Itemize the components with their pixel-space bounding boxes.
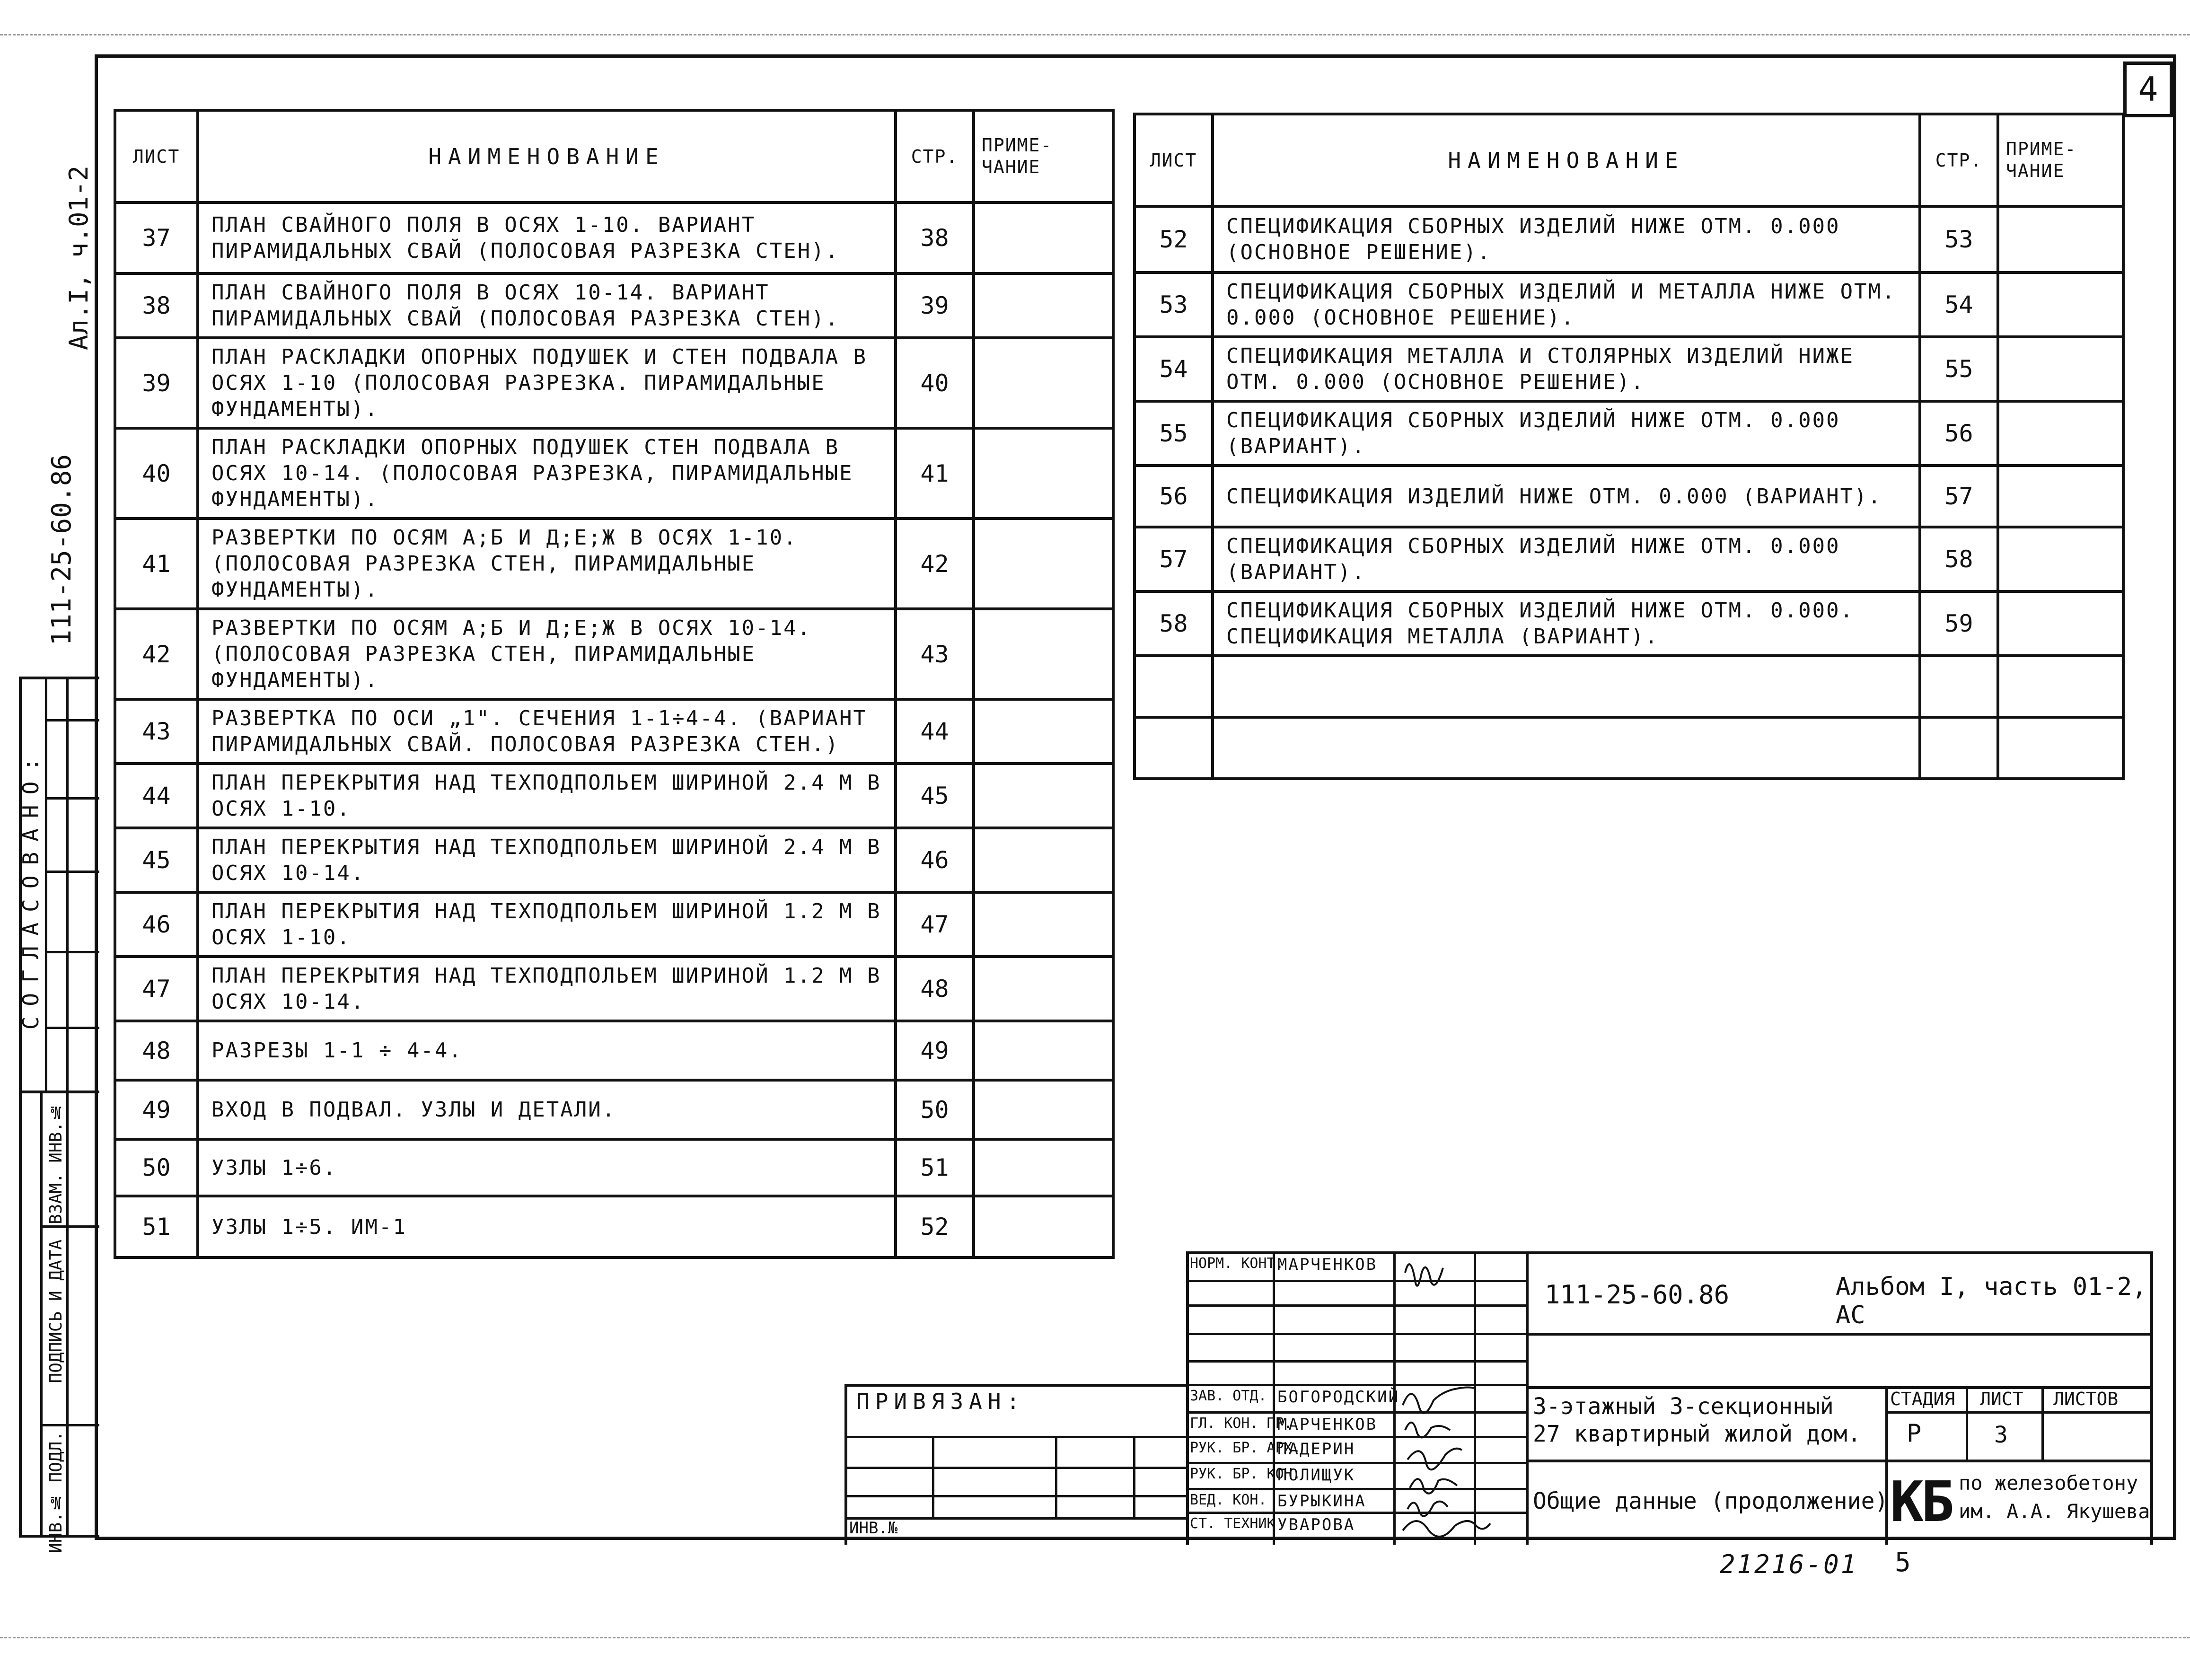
org-line2: им. А.А. Якушева [1959, 1500, 2150, 1523]
sheet-label: ЛИСТ [1980, 1389, 2023, 1409]
table-row [115, 828, 1113, 892]
table-row [1135, 273, 2123, 337]
org-line1: по железобетону [1959, 1471, 2138, 1495]
page-number-cell: 55 [1920, 337, 1998, 401]
scan-edge-bottom [0, 1637, 2190, 1638]
table-row [115, 764, 1113, 828]
sheet-number-cell: 53 [1135, 273, 1213, 337]
note-cell [1998, 206, 2123, 273]
page-number-cell: 54 [1920, 273, 1998, 337]
sheet-name-cell: ПЛАН ПЕРЕКРЫТИЯ НАД ТЕХПОДПОЛЬЕМ ШИРИНОЙ 1.2 М В ОСЯХ 1-10. [198, 892, 896, 957]
sheet-number-cell: 52 [1135, 206, 1213, 273]
sheet-corner-number: 4 [2123, 62, 2173, 117]
sheet-name-cell: СПЕЦИФИКАЦИЯ СБОРНЫХ ИЗДЕЛИЙ И МЕТАЛЛА НИЖЕ ОТМ. 0.000 (ОСНОВНОЕ РЕШЕНИЕ). [1213, 273, 1920, 337]
table-row [115, 273, 1113, 338]
note-cell [1998, 591, 2123, 656]
sheet-number-cell: 44 [115, 764, 198, 828]
inv-podl-label: ИНВ.№ ПОДЛ. [46, 1431, 66, 1553]
scan-edge-top [0, 34, 2190, 35]
sheet-name-cell: СПЕЦИФИКАЦИЯ СБОРНЫХ ИЗДЕЛИЙ НИЖЕ ОТМ. 0.000 (ВАРИАНТ). [1213, 527, 1920, 591]
col-header-page: СТР. [1920, 114, 1998, 206]
page-number-cell [1920, 717, 1998, 779]
sheet-name-cell [1213, 717, 1920, 779]
col-header-name: НАИМЕНОВАНИЕ [198, 110, 896, 202]
note-cell [974, 764, 1113, 828]
sheet-name-cell: РАЗВЕРТКА ПО ОСИ „1". СЕЧЕНИЯ 1-1÷4-4. (ВАРИАНТ ПИРАМИДАЛЬНЫХ СВАЙ. ПОЛОСОВАЯ РАЗРЕЗКА СТЕН.) [198, 699, 896, 764]
note-cell [974, 609, 1113, 699]
table-row [115, 338, 1113, 428]
sheet-name-cell: СПЕЦИФИКАЦИЯ СБОРНЫХ ИЗДЕЛИЙ НИЖЕ ОТМ. 0.000 (ВАРИАНТ). [1213, 401, 1920, 466]
margin-album: Ал.I, ч.01-2 [64, 166, 94, 351]
note-cell [974, 957, 1113, 1021]
album-ref: Альбом I, часть 01-2, АС [1836, 1273, 2147, 1329]
table-row [115, 202, 1113, 273]
table-row [1135, 591, 2123, 656]
vzam-inv-label: ВЗАМ. ИНВ.№ [46, 1102, 66, 1224]
page-number-cell: 39 [896, 273, 974, 338]
archive-page: 5 [1895, 1547, 1911, 1578]
col-header-note: ПРИМЕ- ЧАНИЕ [1998, 114, 2123, 206]
table-row [1135, 717, 2123, 779]
page-number-cell: 57 [1920, 466, 1998, 527]
sheet-number-cell: 51 [115, 1196, 198, 1258]
sheet-number-cell: 40 [115, 428, 198, 519]
table-row [115, 892, 1113, 957]
table-row [1135, 466, 2123, 527]
page-number-cell: 52 [896, 1196, 974, 1258]
note-cell [1998, 717, 2123, 779]
left-table-body [115, 202, 1113, 1258]
page-number-cell: 59 [1920, 591, 1998, 656]
role-label: РУК. БР. АРХ. [1190, 1440, 1301, 1456]
page-number-cell: 50 [896, 1080, 974, 1139]
stage-label: СТАДИЯ [1890, 1389, 1955, 1409]
project-title-line1: 3-этажный 3-секционный [1533, 1393, 1834, 1420]
sheet-name-cell: РАЗРЕЗЫ 1-1 ÷ 4-4. [198, 1021, 896, 1080]
sheet-number-cell: 58 [1135, 591, 1213, 656]
sheet-name-cell: ПЛАН СВАЙНОГО ПОЛЯ В ОСЯХ 10-14. ВАРИАНТ ПИРАМИДАЛЬНЫХ СВАЙ (ПОЛОСОВАЯ РАЗРЕЗКА СТЕН). [198, 273, 896, 338]
note-cell [974, 1139, 1113, 1196]
note-cell [974, 202, 1113, 273]
table-row [115, 1080, 1113, 1139]
sheet-name-cell: ПЛАН РАСКЛАДКИ ОПОРНЫХ ПОДУШЕК СТЕН ПОДВАЛА В ОСЯХ 10-14. (ПОЛОСОВАЯ РАЗРЕЗКА, ПИРАМИДАЛЬНЫЕ ФУНДАМЕНТЫ). [198, 428, 896, 519]
sheet-number-cell: 37 [115, 202, 198, 273]
sheet-name-cell: ПЛАН ПЕРЕКРЫТИЯ НАД ТЕХПОДПОЛЬЕМ ШИРИНОЙ 2.4 М В ОСЯХ 1-10. [198, 764, 896, 828]
page-number-cell: 56 [1920, 401, 1998, 466]
sheet-name-cell: СПЕЦИФИКАЦИЯ ИЗДЕЛИЙ НИЖЕ ОТМ. 0.000 (ВАРИАНТ). [1213, 466, 1920, 527]
agreed-label: СОГЛАСОВАНО: [18, 748, 44, 1030]
sheet-name-cell: ПЛАН ПЕРЕКРЫТИЯ НАД ТЕХПОДПОЛЬЕМ ШИРИНОЙ 2.4 М В ОСЯХ 10-14. [198, 828, 896, 892]
page-number-cell: 51 [896, 1139, 974, 1196]
role-label: НОРМ. КОНТ. [1190, 1255, 1284, 1272]
page-number-cell: 48 [896, 957, 974, 1021]
note-cell [1998, 401, 2123, 466]
note-cell [974, 1080, 1113, 1139]
sheet-name-cell: УЗЛЫ 1÷6. [198, 1139, 896, 1196]
side-agreement-block [18, 677, 99, 1553]
sheet-number-value: 3 [1994, 1422, 2008, 1448]
table-row [115, 699, 1113, 764]
page-number-cell: 45 [896, 764, 974, 828]
col-header-note: ПРИМЕ- ЧАНИЕ [974, 110, 1113, 202]
signatures [1396, 1251, 1519, 1545]
table-row [115, 1021, 1113, 1080]
sheet-number-cell: 55 [1135, 401, 1213, 466]
role-person: ПОЛИЩУК [1277, 1466, 1355, 1485]
table-row [115, 519, 1113, 609]
role-label: РУК. БР. КОН. [1190, 1466, 1301, 1482]
role-person: МАРЧЕНКОВ [1277, 1255, 1378, 1274]
doc-code: 111-25-60.86 [1545, 1280, 1730, 1310]
sheet-name-cell: СПЕЦИФИКАЦИЯ МЕТАЛЛА И СТОЛЯРНЫХ ИЗДЕЛИЙ НИЖЕ ОТМ. 0.000 (ОСНОВНОЕ РЕШЕНИЕ). [1213, 337, 1920, 401]
sheet-number-cell: 54 [1135, 337, 1213, 401]
title-block [844, 1251, 2150, 1545]
sign-date-label: ПОДПИСЬ И ДАТА [46, 1240, 66, 1383]
table-row [115, 428, 1113, 519]
page-number-cell: 43 [896, 609, 974, 699]
page-number-cell: 41 [896, 428, 974, 519]
role-person: БУРЫКИНА [1277, 1492, 1366, 1511]
table-row [1135, 527, 2123, 591]
table-row [1135, 401, 2123, 466]
sheet-number-cell: 49 [115, 1080, 198, 1139]
sheet-number-cell: 38 [115, 273, 198, 338]
inv-no-label: ИНВ.№ [849, 1519, 898, 1538]
sheet-number-cell [1135, 717, 1213, 779]
col-header-sheet: ЛИСТ [1135, 114, 1213, 206]
sheet-name-cell: СПЕЦИФИКАЦИЯ СБОРНЫХ ИЗДЕЛИЙ НИЖЕ ОТМ. 0.000 (ОСНОВНОЕ РЕШЕНИЕ). [1213, 206, 1920, 273]
note-cell [1998, 527, 2123, 591]
table-row [115, 957, 1113, 1021]
page-number-cell: 58 [1920, 527, 1998, 591]
sheet-number-cell: 46 [115, 892, 198, 957]
note-cell [974, 338, 1113, 428]
project-title-line2: 27 квартирный жилой дом. [1533, 1421, 1861, 1447]
sheet-number-cell: 41 [115, 519, 198, 609]
sheet-number-cell: 39 [115, 338, 198, 428]
org-logo: КБ [1890, 1469, 1952, 1534]
sheets-label: ЛИСТОВ [2053, 1389, 2119, 1409]
sheet-name-cell: ВХОД В ПОДВАЛ. УЗЛЫ И ДЕТАЛИ. [198, 1080, 896, 1139]
role-label: ГЛ. КОН. ПР. [1190, 1415, 1293, 1432]
right-table-body [1135, 206, 2123, 779]
sheet-subtitle: Общие данные (продолжение). [1533, 1488, 1902, 1514]
table-row [115, 1196, 1113, 1258]
sheet-number-cell: 42 [115, 609, 198, 699]
page-number-cell: 53 [1920, 206, 1998, 273]
table-row [1135, 206, 2123, 273]
page-number-cell: 42 [896, 519, 974, 609]
role-label: ВЕД. КОН. [1190, 1492, 1267, 1508]
left-sheet-list-table [114, 109, 1115, 1259]
note-cell [974, 1196, 1113, 1258]
page-number-cell: 38 [896, 202, 974, 273]
col-header-name: НАИМЕНОВАНИЕ [1213, 114, 1920, 206]
sheet-number-cell: 57 [1135, 527, 1213, 591]
note-cell [1998, 337, 2123, 401]
role-label: ЗАВ. ОТД. [1190, 1388, 1267, 1404]
right-sheet-list-table [1133, 113, 2125, 780]
table-row [1135, 656, 2123, 717]
note-cell [1998, 273, 2123, 337]
note-cell [974, 828, 1113, 892]
role-person: МАРЧЕНКОВ [1277, 1415, 1378, 1434]
page-number-cell [1920, 656, 1998, 717]
role-person: УВАРОВА [1277, 1515, 1355, 1534]
page-number-cell: 47 [896, 892, 974, 957]
sheet-name-cell [1213, 656, 1920, 717]
note-cell [1998, 466, 2123, 527]
sheet-name-cell: РАЗВЕРТКИ ПО ОСЯМ А;Б И Д;Е;Ж В ОСЯХ 10-14. (ПОЛОСОВАЯ РАЗРЕЗКА СТЕН, ПИРАМИДАЛЬНЫЕ ФУНДАМЕНТЫ). [198, 609, 896, 699]
page-number-cell: 49 [896, 1021, 974, 1080]
note-cell [974, 519, 1113, 609]
note-cell [1998, 656, 2123, 717]
sheet-name-cell: ПЛАН ПЕРЕКРЫТИЯ НАД ТЕХПОДПОЛЬЕМ ШИРИНОЙ 1.2 М В ОСЯХ 10-14. [198, 957, 896, 1021]
sheet-number-cell [1135, 656, 1213, 717]
note-cell [974, 1021, 1113, 1080]
role-person: ПАДЕРИН [1277, 1440, 1355, 1459]
sheet-name-cell: ПЛАН РАСКЛАДКИ ОПОРНЫХ ПОДУШЕК И СТЕН ПОДВАЛА В ОСЯХ 1-10 (ПОЛОСОВАЯ РАЗРЕЗКА. ПИРАМИДАЛЬНЫЕ ФУНДАМЕНТЫ). [198, 338, 896, 428]
sheet-number-cell: 47 [115, 957, 198, 1021]
sheet-name-cell: ПЛАН СВАЙНОГО ПОЛЯ В ОСЯХ 1-10. ВАРИАНТ ПИРАМИДАЛЬНЫХ СВАЙ (ПОЛОСОВАЯ РАЗРЕЗКА СТЕН). [198, 202, 896, 273]
role-label: СТ. ТЕХНИК [1190, 1515, 1275, 1532]
sheet-number-cell: 45 [115, 828, 198, 892]
col-header-page: СТР. [896, 110, 974, 202]
sheet-number-cell: 50 [115, 1139, 198, 1196]
sheet-number-cell: 43 [115, 699, 198, 764]
note-cell [974, 892, 1113, 957]
archive-number: 21216-01 [1720, 1549, 1858, 1579]
table-row [115, 609, 1113, 699]
note-cell [974, 273, 1113, 338]
note-cell [974, 428, 1113, 519]
page-number-cell: 46 [896, 828, 974, 892]
col-header-sheet: ЛИСТ [115, 110, 198, 202]
sheet-name-cell: СПЕЦИФИКАЦИЯ СБОРНЫХ ИЗДЕЛИЙ НИЖЕ ОТМ. 0.000. СПЕЦИФИКАЦИЯ МЕТАЛЛА (ВАРИАНТ). [1213, 591, 1920, 656]
sheet-name-cell: УЗЛЫ 1÷5. ИМ-1 [198, 1196, 896, 1258]
sheet-number-cell: 48 [115, 1021, 198, 1080]
table-row [115, 1139, 1113, 1196]
sheet-name-cell: РАЗВЕРТКИ ПО ОСЯМ А;Б И Д;Е;Ж В ОСЯХ 1-10. (ПОЛОСОВАЯ РАЗРЕЗКА СТЕН, ПИРАМИДАЛЬНЫЕ ФУНДАМЕНТЫ). [198, 519, 896, 609]
stage-value: Р [1907, 1419, 1922, 1448]
privyazan-label: ПРИВЯЗАН: [856, 1389, 1026, 1414]
note-cell [974, 699, 1113, 764]
sheet-number-cell: 56 [1135, 466, 1213, 527]
page-number-cell: 40 [896, 338, 974, 428]
table-row [1135, 337, 2123, 401]
page-number-cell: 44 [896, 699, 974, 764]
margin-doc-code: 111-25-60.86 [46, 454, 77, 646]
role-person: БОГОРОДСКИЙ [1277, 1388, 1400, 1407]
